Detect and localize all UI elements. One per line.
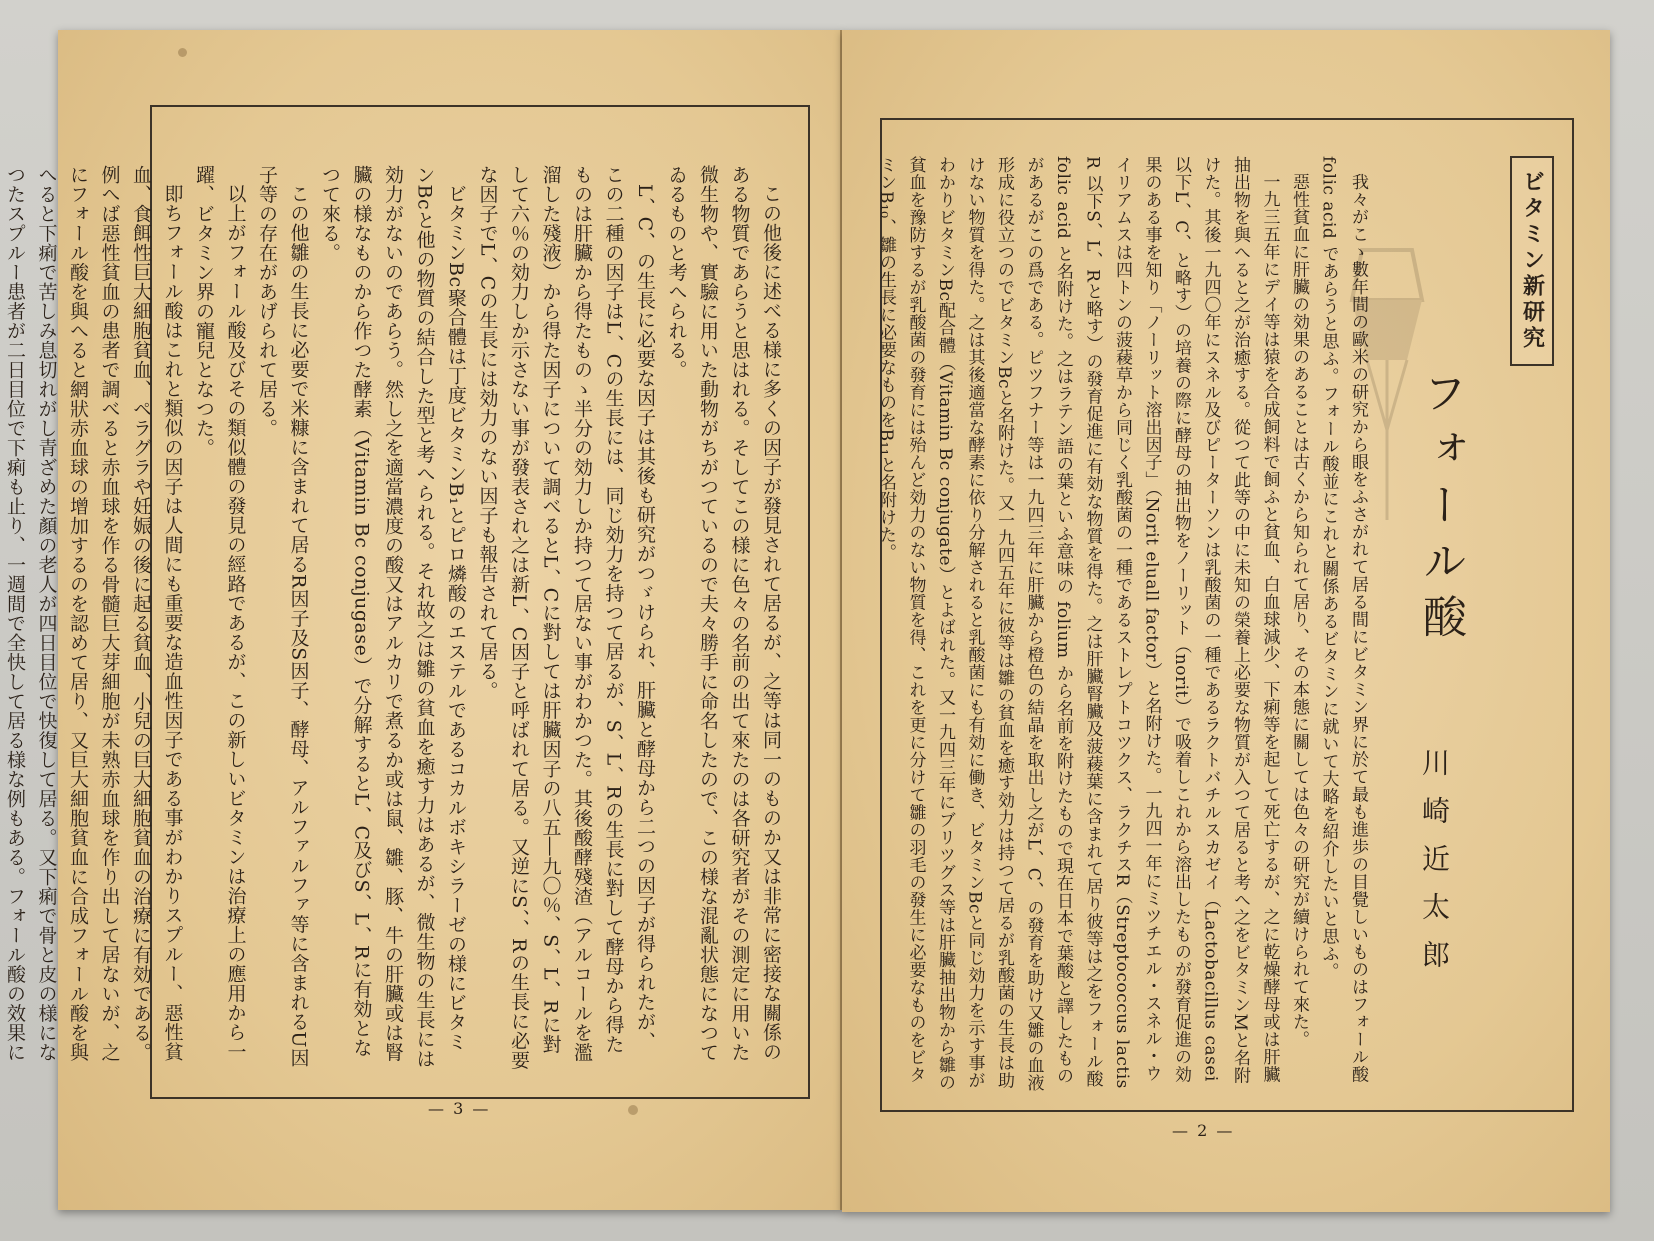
section-label: ビタミン新研究: [1510, 156, 1554, 366]
right-paragraph-3: 一九三五年にデイ等は猿を合成飼料で飼ふと貧血、白血球減少、下痢等を起して死亡するが、之に乾燥酵母或は肝臟抽出物を與へると之が治癒する。從つて此等の中に未知の榮養上必要な物質が入つて居ると考へ之をビタミンMと名附けた。其後一九四〇年にスネル及びピーターソンは乳酸菌の一種であるラクトバチルスカゼイ（Lactobacillus casei 以下L、C、と略す）の培養の際に酵母の抽出物をノーリット（norit）で吸着しこれから溶出したものが發育促進の効果のある事を知り「ノーリット溶出因子」（Norit eluall factor）と名附けた。一九四一年にミツチエル・スネル・ウイリアムスは四トンの菠薐草から同じく乳酸菌の一種であるストレプトコツクス、ラクチスR（Streptococcus lactis R 以下S、L、Rと略す）の發育促進に有効な物質を得た。之は肝臟腎臟及菠薐葉に含まれて居り彼等は之をフォール酸 folic acid と名附けた。之はラテン語の葉といふ意味の folium から名前を附けたもので現在日本で葉酸と譯したものがあるがこの爲である。ピツフナー等は一九四三年に肝臟から橙色の結晶を取出し之がL、C、の發育を助け又雛の血液形成に役立つのでビタミンBcと名附けた。又一九四五年に彼等は雛の貧血を癒す効力は持つて居るが乳酸菌の生長は助けない物質を得た。之は其後適當な酵素に依り分解されると乳酸菌にも有効に働き、ビタミンBcと同じ効力を示す事がわかりビタミンBc配合體（Vitamin Bc conjugate）とよばれた。又一九四三年にブリツグス等は肝臟抽出物から雛の貧血を豫防するが乳酸菌の發育には殆んど効力のない物質を得、これを更に分けて雛の羽毛の發生に必要なものをビタミンB₁₀、雛の生長に必要なものをB₁₁と名附けた。: [876, 156, 1280, 1092]
right-body-text: [876, 156, 1372, 1096]
right-page-number: — 2 —: [1172, 1121, 1235, 1140]
left-body-text: [4, 165, 786, 1070]
left-paragraph-6: 即ちフォール酸はこれと類似の因子は人間にも重要な造血性因子である事がわかりスプルー、惡性貧血、食餌性巨大細胞貧血、ペラグラや妊娠の後に起る貧血、小兒の巨大細胞貧血の治療に有効である。例へば惡性貧血の患者で調べると赤血球を作る骨髓巨大芽細胞が未熟赤血球を作り出して居ないが、之にフォール酸を與へると網狀赤血球の增加するのを認めて居り、又巨大細胞貧血に合成フォール酸を與へると下痢で苦しみ息切れがし青ざめた顏の老人が四日目位で快復して居る。又下痢で骨と皮の様になつたスプルー患者が二日目位で下痢も止り、一週間で全快して居る様な例もある。フォール酸の效果に: [4, 165, 184, 1062]
left-paragraph-4: この他雛の生長に必要で米糠に含まれて居るR因子及S因子、酵母、アルファルファ等に含まれるU因子等の存在があげられて居る。: [256, 165, 310, 1068]
left-paragraph-1: この他後に述べる様に多くの因子が發見されて居るが、之等は同一のものか又は非常に密接な關係のある物質であらうと思はれる。そしてこの様に色々の名前の出て來たのは各研究者がその測定に用いた微生物や、實驗に用いた動物がちがつているので夫々勝手に命名したので、この様な混亂状態になつてゐるものと考へられる。: [665, 165, 782, 1062]
right-text-frame: [876, 118, 1574, 1112]
right-page: [842, 30, 1610, 1212]
left-text-frame: [4, 105, 810, 1099]
right-paragraph-2: 惡性貧血に肝臟の効果のあることは古くから知られて居り、その本態に關しては色々の研究が續けられて來た。: [1289, 173, 1309, 1048]
left-page-number: — 3 —: [428, 1099, 491, 1118]
right-paragraph-1: 我々がこゝ數年間の歐米の研究から眼をふさがれて居る間にビタミン界に於て最も進歩の目覺しいものはフォール酸 folic acid であらうと思ふ。フォール酸並にこれと關係あるビタミンに就いて大略を紹介したいと思ふ。: [1318, 156, 1368, 1083]
author-name: 川崎近太郎: [1418, 748, 1451, 988]
paper-spot: [628, 1105, 638, 1115]
paper-spot: [178, 48, 187, 57]
left-paragraph-2: L、C、の生長に必要な因子は其後も研究がつゞけられ、肝臟と酵母から二つの因子が得られたが、この二種の因子はL、Cの生長には、同じ効力を持つて居るが、S、L、Rの生長に對して酵母から得たものは肝臟から得たものゝ半分の効力しか持つて居ない事がわかつた。其後酸酵殘渣（アルコールを濫溜した殘液）から得た因子について調べるとL、Cに對しては肝臟因子の八五―九〇％、S、L、Rに對して六％の効力しか示さない事が發表され之は新L、C因子と呼ばれて居る。又逆にS、、Rの生長に必要な因子でL、Cの生長には効力のない因子も報告されて居る。: [476, 165, 656, 1070]
left-paragraph-5: 以上がフォール酸及びその類似體の發見の經路であるが、この新しいビタミンは治療上の應用から一躍、ビタミン界の寵兒となつた。: [193, 165, 247, 1062]
article-title: フォール酸: [1415, 370, 1466, 650]
left-page: [4, 30, 842, 1210]
left-paragraph-3: ビタミンBc聚合體は丁度ビタミンB₁とピロ燐酸のエステルであるコカルボキシラーゼの様にビタミンBcと他の物質の結合した型と考へられる。それ故之は雛の貧血を癒す力はあるが、微生物の生長には効力がないのであらう。然し之を適當濃度の酸又はアルカリで煮るか或は鼠、雛、豚、牛の肝臟或は腎臟の様なものから作つた酵素（Vitamin Bc conjugase）で分解するとL、C及びS、L、Rに有効となつて來る。: [319, 165, 467, 1069]
